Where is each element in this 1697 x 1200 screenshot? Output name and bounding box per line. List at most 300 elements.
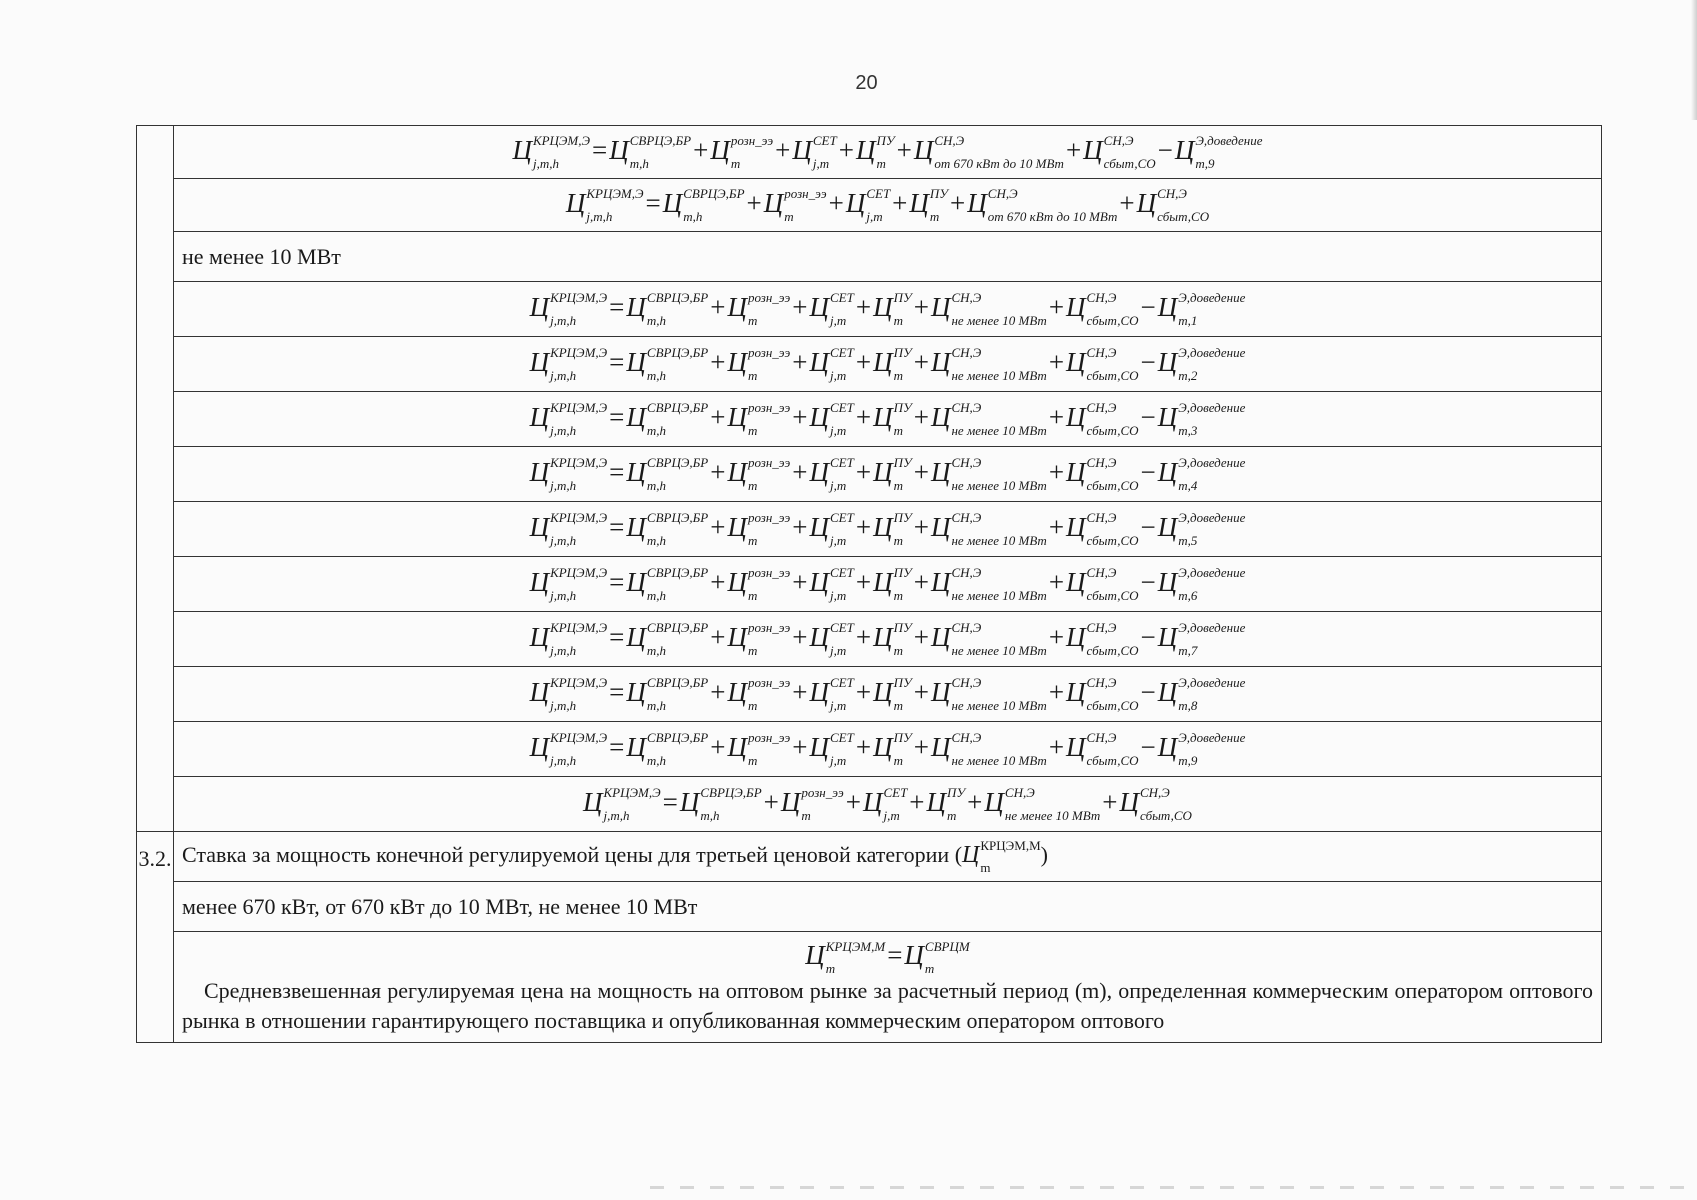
formula-operator: +: [746, 187, 762, 218]
formula-indices: [550, 565, 608, 603]
formula-indices: [747, 565, 791, 603]
price-symbol: Ц: [727, 511, 747, 542]
formula-cell: [174, 282, 1602, 337]
price-symbol: Ц: [565, 187, 586, 218]
formula-indices: [1086, 620, 1139, 658]
formula-subscript: j,m,h: [603, 807, 630, 823]
formula-superscript: КРЦЭМ,Э: [586, 186, 644, 202]
formula-operator: =: [609, 291, 625, 322]
price-symbol: Ц: [763, 187, 784, 218]
formula-operator: +: [855, 621, 872, 652]
formula-superscript: СН,Э: [1086, 455, 1117, 471]
formula-operator: +: [792, 511, 808, 542]
formula-superscript: ПУ: [893, 290, 912, 306]
formula-superscript: СН,Э: [951, 510, 982, 526]
price-symbol: Ц: [1066, 291, 1086, 322]
formula-indices: [934, 133, 1064, 171]
formula-indices: [1086, 455, 1139, 493]
price-symbol: Ц: [529, 456, 550, 487]
formula-indices: [1178, 400, 1246, 438]
formula-subscript: j,m: [830, 312, 847, 328]
formula-indices: [893, 455, 912, 493]
definition-paragraph: Средневзвешенная регулируемая цена на мощность на оптовом рынке за расчетный период (m), определенная коммерческим оператором оптового рынка в отношении гарантирующего поставщика и опубликованная коммерческим оператором оптового: [182, 978, 1593, 1034]
formula-superscript: СН,Э: [1086, 565, 1117, 581]
formula-indices: [830, 675, 854, 713]
formula-indices: [1178, 290, 1246, 328]
formula-superscript: СЕТ: [830, 400, 854, 416]
formula-operator: +: [1048, 511, 1065, 542]
price-symbol: Ц: [727, 346, 747, 377]
formula-subscript: сбыт,СО: [1086, 367, 1139, 383]
formula-operator: =: [887, 940, 903, 970]
formula-indices: [586, 186, 644, 224]
formula-superscript: КРЦЭМ,Э: [550, 620, 608, 636]
price-symbol: Ц: [805, 940, 825, 970]
price-symbol: Ц: [809, 291, 830, 322]
price-symbol: Ц: [679, 786, 700, 817]
formula-subscript: не менее 10 МВт: [951, 532, 1047, 548]
formula-operator: +: [913, 676, 929, 707]
formula-subscript: m: [893, 477, 903, 493]
formula-superscript: ПУ: [893, 455, 912, 471]
price-symbol: Ц: [1066, 401, 1086, 432]
formula-subscript: m: [947, 807, 957, 823]
table-row: [137, 557, 1602, 612]
price-symbol: Ц: [873, 566, 893, 597]
formula-operator: =: [609, 676, 625, 707]
price-symbol: Ц: [930, 621, 951, 652]
formula-operator: =: [609, 401, 625, 432]
formula-subscript: не менее 10 МВт: [951, 367, 1047, 383]
formula-superscript: СН,Э: [951, 620, 982, 636]
price-formula: [182, 730, 1593, 768]
formula-operator: +: [892, 187, 908, 218]
categories-row: [137, 882, 1602, 932]
formula-superscript: СЕТ: [830, 730, 854, 746]
formula-subscript: j,m: [812, 155, 830, 171]
formula-indices: [1103, 133, 1156, 171]
formula-operator: +: [845, 786, 861, 817]
table-row: [137, 722, 1602, 777]
price-symbol: Ц: [873, 731, 893, 762]
formula-subscript: m,h: [646, 422, 667, 438]
formula-indices: [1139, 785, 1192, 823]
price-symbol: Ц: [529, 346, 550, 377]
formula-superscript: КРЦЭМ,Э: [532, 133, 591, 149]
formula-superscript: розн_ээ: [747, 455, 791, 471]
formula-operator: +: [855, 566, 872, 597]
formula-subscript: j,m: [830, 532, 847, 548]
formula-operator: +: [710, 731, 726, 762]
formula-indices: [1086, 510, 1139, 548]
formula-operator: +: [710, 566, 726, 597]
formula-subscript: m: [747, 642, 758, 658]
price-symbol: Ц: [609, 134, 629, 165]
formula-subscript: m,h: [683, 208, 703, 224]
formula-operator: +: [710, 621, 726, 652]
formula-indices: [980, 837, 1041, 875]
formula-superscript: СН,Э: [934, 133, 965, 149]
formula-subscript: m: [876, 155, 886, 171]
price-symbol: Ц: [855, 134, 876, 165]
formula-operator: =: [609, 731, 625, 762]
formula-operator: +: [913, 401, 929, 432]
formula-superscript: СВРЦЭ,БР: [646, 345, 709, 361]
formula-indices: [550, 675, 608, 713]
formula-indices: [532, 133, 591, 171]
formula-subscript: не менее 10 МВт: [951, 697, 1047, 713]
formula-superscript: СЕТ: [830, 345, 854, 361]
formula-indices: [866, 186, 891, 224]
formula-subscript: j,m,h: [550, 367, 577, 383]
formula-indices: [646, 620, 709, 658]
formula-subscript: сбыт,СО: [1086, 697, 1139, 713]
formula-superscript: розн_ээ: [747, 620, 791, 636]
price-formula: [182, 455, 1593, 493]
formula-superscript: СВРЦЭ,БР: [646, 510, 709, 526]
table-row: [137, 126, 1602, 179]
formula-operator: +: [710, 676, 726, 707]
formula-operator: −: [1157, 134, 1173, 165]
formula-operator: +: [855, 401, 872, 432]
formula-indices: [801, 785, 844, 823]
price-symbol: Ц: [873, 401, 893, 432]
formula-superscript: СВРЦЭ,БР: [629, 133, 692, 149]
formula-subscript: сбыт,СО: [1157, 208, 1210, 224]
formula-operator: =: [609, 621, 625, 652]
formula-superscript: СН,Э: [951, 345, 982, 361]
formula-subscript: m: [893, 642, 903, 658]
price-symbol: Ц: [873, 456, 893, 487]
formula-indices: [1195, 133, 1263, 171]
formula-superscript: розн_ээ: [747, 730, 791, 746]
category-label: менее 670 кВт, от 670 кВт до 10 МВт, не менее 10 МВт: [182, 893, 698, 919]
formula-subscript: m,h: [646, 752, 667, 768]
formula-indices: [646, 730, 709, 768]
formula-operator: −: [1140, 621, 1156, 652]
price-symbol: Ц: [1157, 676, 1178, 707]
formula-indices: [830, 565, 854, 603]
price-symbol: Ц: [662, 187, 683, 218]
formula-indices: [550, 290, 608, 328]
formula-operator: +: [896, 134, 912, 165]
formula-operator: +: [1048, 401, 1065, 432]
formula-indices: [893, 345, 912, 383]
formula-superscript: СН,Э: [1086, 345, 1117, 361]
price-symbol: Ц: [1066, 676, 1086, 707]
formula-operator: =: [609, 456, 625, 487]
formula-operator: +: [1119, 187, 1135, 218]
formula-indices: [646, 675, 709, 713]
formula-cell: [174, 557, 1602, 612]
price-symbol: Ц: [710, 134, 730, 165]
price-symbol: Ц: [1157, 291, 1178, 322]
formula-superscript: СН,Э: [987, 186, 1018, 202]
formula-indices: [1004, 785, 1101, 823]
price-formula: [182, 510, 1593, 548]
price-symbol: Ц: [727, 731, 747, 762]
formula-superscript: СН,Э: [1086, 675, 1117, 691]
formula-indices: [1086, 730, 1139, 768]
price-symbol: Ц: [1157, 621, 1178, 652]
formula-superscript: СЕТ: [830, 290, 854, 306]
price-symbol: Ц: [809, 566, 830, 597]
formula-subscript: j,m,h: [550, 587, 577, 603]
formula-superscript: Э,доведение: [1178, 565, 1246, 581]
formula-superscript: розн_ээ: [747, 345, 791, 361]
formula-cell: [174, 447, 1602, 502]
tariff-table: [136, 125, 1602, 1043]
price-symbol: Ц: [1136, 187, 1157, 218]
price-symbol: Ц: [809, 511, 830, 542]
formula-superscript: ПУ: [893, 565, 912, 581]
formula-superscript: СН,Э: [1157, 186, 1187, 202]
price-symbol: Ц: [1157, 401, 1178, 432]
formula-subscript: j,m: [830, 367, 847, 383]
formula-subscript: m,h: [646, 477, 667, 493]
formula-subscript: от 670 кВт до 10 МВт: [934, 155, 1064, 171]
formula-indices: [646, 400, 709, 438]
price-symbol: Ц: [930, 511, 951, 542]
formula-superscript: Э,доведение: [1195, 133, 1263, 149]
formula-indices: [550, 455, 608, 493]
formula-indices: [883, 785, 908, 823]
formula-superscript: ПУ: [929, 186, 949, 202]
formula-operator: +: [1065, 134, 1082, 165]
formula-operator: +: [913, 566, 929, 597]
formula-subscript: m,7: [1178, 642, 1198, 658]
section-title: Ставка за мощность конечной регулируемой цены для третьей ценовой категории (: [182, 841, 963, 867]
formula-indices: [951, 290, 1047, 328]
price-symbol: Ц: [873, 676, 893, 707]
formula-operator: +: [967, 786, 983, 817]
formula-superscript: ПУ: [947, 785, 966, 801]
formula-operator: +: [838, 134, 854, 165]
formula-subscript: m: [747, 367, 758, 383]
formula-indices: [747, 510, 791, 548]
price-symbol: Ц: [529, 731, 550, 762]
formula-superscript: СЕТ: [830, 620, 854, 636]
formula-subscript: m: [893, 367, 903, 383]
price-symbol: Ц: [1157, 566, 1178, 597]
formula-subscript: m,8: [1178, 697, 1198, 713]
formula-subscript: m,h: [646, 697, 667, 713]
formula-indices: [784, 186, 827, 224]
price-symbol: Ц: [529, 291, 550, 322]
formula-indices: [1178, 455, 1246, 493]
formula-subscript: сбыт,СО: [1086, 477, 1139, 493]
formula-subscript: j,m,h: [532, 155, 559, 171]
formula-subscript: j,m,h: [550, 422, 577, 438]
table-row: [137, 777, 1602, 832]
formula-superscript: СЕТ: [866, 186, 891, 202]
formula-subscript: m: [730, 155, 741, 171]
formula-operator: =: [609, 511, 625, 542]
formula-subscript: не менее 10 МВт: [951, 312, 1047, 328]
section-title-cell: [174, 832, 1602, 882]
price-symbol: Ц: [727, 566, 747, 597]
formula-subscript: m: [801, 807, 811, 823]
formula-indices: [550, 730, 608, 768]
price-formula: [182, 675, 1593, 713]
formula-indices: [830, 290, 854, 328]
formula-indices: [830, 510, 854, 548]
scan-edge-shadow: [1691, 0, 1697, 120]
formula-superscript: ПУ: [893, 620, 912, 636]
table-row: [137, 667, 1602, 722]
formula-operator: +: [1048, 346, 1065, 377]
formula-operator: =: [645, 187, 661, 218]
formula-cell: [174, 667, 1602, 722]
formula-cell: [174, 612, 1602, 667]
formula-indices: [951, 400, 1047, 438]
formula-indices: [893, 290, 912, 328]
table-row: [137, 337, 1602, 392]
price-symbol: Ц: [529, 511, 550, 542]
formula-superscript: КРЦЭМ,Э: [550, 400, 608, 416]
formula-superscript: розн_ээ: [747, 675, 791, 691]
formula-subscript: m: [893, 587, 903, 603]
formula-superscript: КРЦЭМ,М: [980, 837, 1041, 853]
price-symbol: Ц: [626, 676, 646, 707]
formula-operator: +: [855, 511, 872, 542]
price-symbol: Ц: [626, 346, 646, 377]
price-symbol: Ц: [529, 401, 550, 432]
formula-superscript: розн_ээ: [784, 186, 827, 202]
formula-indices: [1086, 290, 1139, 328]
formula-superscript: СВРЦЭ,БР: [646, 730, 709, 746]
formula-indices: [951, 620, 1047, 658]
formula-superscript: СН,Э: [951, 400, 982, 416]
formula-indices: [646, 290, 709, 328]
formula-operator: +: [828, 187, 844, 218]
price-symbol: Ц: [1157, 511, 1178, 542]
formula-operator: +: [913, 291, 929, 322]
section-title-row: [137, 832, 1602, 882]
formula-superscript: КРЦЭМ,Э: [550, 565, 608, 581]
formula-cell: [174, 126, 1602, 179]
formula-indices: [747, 730, 791, 768]
formula-indices: [1178, 345, 1246, 383]
formula-subscript: m: [893, 752, 903, 768]
formula-operator: +: [855, 291, 872, 322]
price-symbol: Ц: [967, 187, 987, 218]
formula-superscript: СН,Э: [1004, 785, 1035, 801]
formula-cell: [174, 502, 1602, 557]
formula-superscript: розн_ээ: [801, 785, 844, 801]
formula-subscript: m: [747, 312, 758, 328]
formula-subscript: j,m: [830, 422, 847, 438]
formula-superscript: СН,Э: [1086, 400, 1117, 416]
formula-superscript: СВРЦЭ,БР: [646, 290, 709, 306]
formula-superscript: Э,доведение: [1178, 730, 1246, 746]
price-symbol: Ц: [1157, 456, 1178, 487]
formula-operator: +: [710, 401, 726, 432]
formula-superscript: СН,Э: [951, 565, 982, 581]
formula-subscript: сбыт,СО: [1139, 807, 1192, 823]
formula-subscript: m: [980, 859, 991, 875]
formula-operator: +: [909, 786, 925, 817]
table-row: [137, 447, 1602, 502]
formula-superscript: СН,Э: [951, 455, 982, 471]
price-symbol: Ц: [626, 566, 646, 597]
price-formula: [182, 785, 1593, 823]
price-symbol: Ц: [727, 676, 747, 707]
formula-indices: [550, 510, 608, 548]
formula-subscript: не менее 10 МВт: [951, 422, 1047, 438]
formula-superscript: СН,Э: [951, 290, 982, 306]
definition-row: [137, 932, 1602, 1043]
price-symbol: Ц: [873, 291, 893, 322]
price-symbol: Ц: [1066, 731, 1086, 762]
formula-operator: =: [662, 786, 678, 817]
formula-subscript: j,m,h: [550, 752, 577, 768]
formula-operator: +: [855, 676, 872, 707]
formula-indices: [987, 186, 1118, 224]
formula-superscript: СВРЦЭ,БР: [683, 186, 745, 202]
scan-bottom-artifact: [650, 1186, 1687, 1189]
price-symbol: Ц: [1066, 566, 1086, 597]
formula-superscript: КРЦЭМ,Э: [603, 785, 661, 801]
formula-superscript: Э,доведение: [1178, 455, 1246, 471]
formula-subscript: m: [893, 697, 903, 713]
formula-superscript: Э,доведение: [1178, 675, 1246, 691]
formula-subscript: m: [747, 697, 758, 713]
formula-subscript: не менее 10 МВт: [951, 587, 1047, 603]
formula-operator: +: [1048, 676, 1065, 707]
price-symbol: Ц: [626, 511, 646, 542]
formula-subscript: m,9: [1178, 752, 1198, 768]
price-symbol: Ц: [930, 346, 951, 377]
formula-indices: [683, 186, 745, 224]
price-symbol: Ц: [862, 786, 883, 817]
formula-superscript: СВРЦЭ,БР: [646, 675, 709, 691]
formula-subscript: j,m: [830, 752, 847, 768]
formula-subscript: m,h: [629, 155, 649, 171]
formula-superscript: КРЦЭМ,Э: [550, 455, 608, 471]
price-symbol: Ц: [1157, 731, 1178, 762]
price-formula: [182, 345, 1593, 383]
formula-indices: [1086, 345, 1139, 383]
formula-superscript: СЕТ: [830, 455, 854, 471]
formula-operator: +: [792, 676, 808, 707]
formula-subscript: m: [784, 208, 794, 224]
formula-superscript: СЕТ: [830, 565, 854, 581]
formula-operator: +: [710, 291, 726, 322]
formula-indices: [1178, 730, 1246, 768]
formula-operator: −: [1140, 676, 1156, 707]
price-symbol: Ц: [809, 401, 830, 432]
formula-indices: [893, 620, 912, 658]
formula-subscript: m,5: [1178, 532, 1198, 548]
formula-subscript: m,h: [646, 367, 667, 383]
formula-superscript: КРЦЭМ,М: [825, 938, 886, 954]
formula-superscript: ПУ: [876, 133, 895, 149]
formula-cell: [174, 392, 1602, 447]
price-symbol: Ц: [984, 786, 1004, 817]
formula-indices: [550, 620, 608, 658]
formula-subscript: j,m,h: [586, 208, 613, 224]
price-symbol: Ц: [930, 456, 951, 487]
formula-subscript: m: [893, 532, 903, 548]
formula-superscript: СН,Э: [951, 730, 982, 746]
formula-superscript: СН,Э: [951, 675, 982, 691]
formula-indices: [951, 510, 1047, 548]
formula-subscript: j,m: [883, 807, 900, 823]
formula-subscript: m: [747, 752, 758, 768]
price-symbol: Ц: [727, 621, 747, 652]
formula-subscript: m: [747, 532, 758, 548]
